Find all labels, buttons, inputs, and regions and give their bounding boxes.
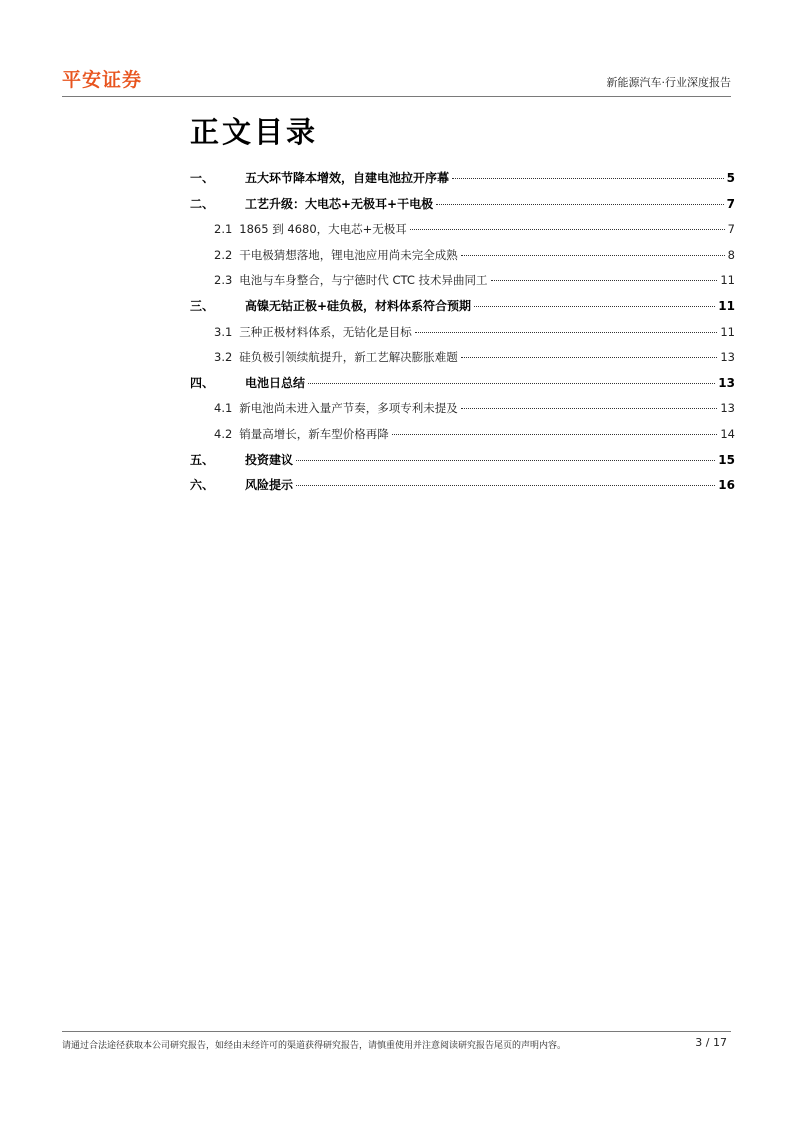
toc-entry-number: 五、: [190, 452, 215, 467]
toc-entry-2-2[interactable]: [190, 243, 735, 269]
toc-entry-page: 11: [720, 324, 735, 339]
footer-disclaimer: 请通过合法途径获取本公司研究报告，如经由未经许可的渠道获得研究报告，请慎重使用并注意阅读研究报告尾页的声明内容。: [62, 1041, 567, 1051]
dot-leader: [410, 229, 725, 230]
toc-entry-title: 干电极猜想落地，锂电池应用尚未完全成熟: [239, 247, 458, 262]
page-title: 正文目录: [190, 115, 319, 149]
toc-entry-page: 5: [726, 171, 735, 185]
toc-entry-title: 1865 到 4680，大电芯+无极耳: [239, 222, 407, 237]
toc-entry-title: 新电池尚未进入量产节奏，多项专利未提及: [239, 401, 458, 416]
toc-entry-page: 8: [727, 247, 735, 262]
page-number: 3 / 17: [695, 1036, 727, 1049]
toc-entry-1[interactable]: [190, 166, 735, 192]
toc-entry-number: 4.2: [214, 426, 233, 441]
toc-entry-number: 3.1: [214, 324, 233, 339]
toc-entry-3[interactable]: [190, 294, 735, 320]
toc-entry-2-1[interactable]: [190, 217, 735, 243]
toc-entry-number: 四、: [190, 375, 215, 390]
toc-entry-3-1[interactable]: [190, 320, 735, 346]
dot-leader: [392, 434, 718, 435]
toc-entry-6[interactable]: [190, 473, 735, 499]
toc-entry-2-3[interactable]: [190, 268, 735, 294]
dot-leader: [296, 460, 715, 461]
dot-leader: [461, 255, 725, 256]
toc-entry-number: 3.2: [214, 350, 233, 365]
toc-entry-page: 7: [727, 222, 735, 237]
toc-entry-title: 硅负极引领续航提升，新工艺解决膨胀难题: [239, 350, 458, 365]
toc-entry-5[interactable]: [190, 448, 735, 474]
toc-entry-2[interactable]: [190, 192, 735, 218]
toc-entry-title: 电池日总结: [245, 375, 306, 390]
header-divider: [62, 96, 731, 97]
toc-entry-page: 15: [718, 452, 735, 467]
toc-entry-title: 五大环节降本增效，自建电池拉开序幕: [245, 171, 450, 185]
dot-leader: [452, 178, 724, 179]
toc-entry-4[interactable]: [190, 371, 735, 397]
toc-entry-title: 投资建议: [245, 452, 294, 467]
toc-entry-page: 16: [718, 478, 735, 493]
dot-leader: [308, 383, 715, 384]
toc-entry-page: 11: [720, 273, 735, 288]
toc-entry-title: 销量高增长，新车型价格再降: [239, 426, 389, 441]
toc-entry-number: 2.1: [214, 222, 233, 237]
toc-entry-number: 2.3: [214, 273, 233, 288]
toc-entry-number: 4.1: [214, 401, 233, 416]
dot-leader: [415, 332, 718, 333]
toc-entry-page: 7: [726, 196, 735, 211]
dot-leader: [296, 485, 715, 486]
dot-leader: [461, 357, 718, 358]
toc-entry-page: 13: [720, 401, 735, 416]
toc-entry-title: 工艺升级：大电芯+无极耳+干电极: [245, 196, 434, 211]
report-type-label: 新能源汽车·行业深度报告: [606, 76, 731, 89]
toc-entry-number: 三、: [190, 298, 215, 313]
dot-leader: [474, 306, 715, 307]
dot-leader: [491, 280, 718, 281]
toc-entry-4-1[interactable]: [190, 396, 735, 422]
toc-entry-page: 13: [718, 375, 735, 390]
toc-entry-number: 六、: [190, 478, 215, 493]
toc-entry-page: 13: [720, 350, 735, 365]
toc-entry-number: 2.2: [214, 247, 233, 262]
toc-entry-number: 二、: [190, 196, 215, 211]
toc-entry-4-2[interactable]: [190, 422, 735, 448]
dot-leader: [461, 408, 718, 409]
table-of-contents: [190, 166, 735, 499]
footer-divider: [62, 1031, 731, 1032]
toc-entry-page: 11: [718, 298, 735, 313]
toc-entry-title: 三种正极材料体系，无钴化是目标: [239, 324, 412, 339]
toc-entry-page: 14: [720, 426, 735, 441]
toc-entry-title: 风险提示: [245, 478, 294, 493]
toc-entry-title: 电池与车身整合，与宁德时代 CTC 技术异曲同工: [239, 273, 488, 288]
toc-entry-title: 高镍无钴正极+硅负极，材料体系符合预期: [245, 298, 472, 313]
dot-leader: [436, 204, 724, 205]
toc-entry-number: 一、: [190, 171, 215, 185]
company-logo: 平安证券: [62, 69, 143, 91]
toc-entry-3-2[interactable]: [190, 345, 735, 371]
